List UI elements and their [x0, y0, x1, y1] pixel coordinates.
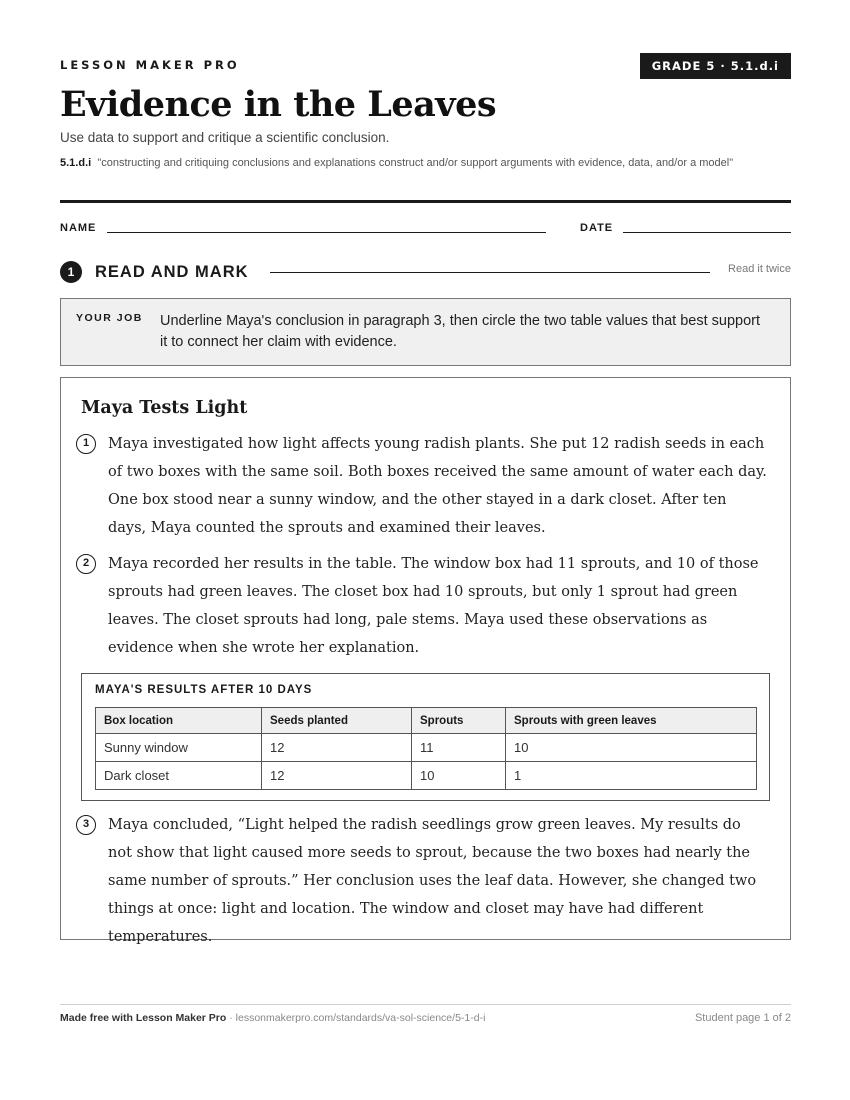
results-table-box	[81, 673, 770, 801]
page-title: Evidence in the Leaves	[60, 84, 497, 125]
footer-url: · lessonmakerpro.com/standards/va-sol-science/5-1-d-i	[226, 1012, 486, 1024]
column-header: Sprouts	[412, 708, 506, 734]
brand-name: LESSON MAKER PRO	[60, 58, 240, 72]
section-note: Read it twice	[728, 263, 791, 275]
table-header-row	[96, 708, 757, 734]
table-cell[interactable]: 12	[262, 762, 412, 790]
footer-made-with: Made free with Lesson Maker Pro	[60, 1012, 227, 1024]
column-header: Seeds planted	[262, 708, 412, 734]
date-field-line[interactable]	[623, 232, 791, 233]
name-field-line[interactable]	[107, 232, 546, 233]
table-cell[interactable]: Sunny window	[96, 734, 262, 762]
date-label: DATE	[580, 222, 614, 234]
section-number-badge: 1	[60, 261, 82, 283]
footer-credit	[60, 1012, 485, 1024]
section-title: READ AND MARK	[95, 263, 249, 281]
paragraph-2: Maya recorded her results in the table. The window box had 11 sprouts, and 10 of those sprouts had green leaves. The closet box had 10 sprouts, but only 1 sprout had green leaves. The closet sprouts had long, pale stems. Maya used these observations as evidence when she wrote her explanation.	[108, 556, 759, 656]
paragraph-number-2: 2	[76, 554, 96, 574]
table-cell[interactable]: 10	[506, 734, 757, 762]
name-label: NAME	[60, 222, 97, 234]
table-cell[interactable]: 1	[506, 762, 757, 790]
grade-badge: GRADE 5 · 5.1.d.i	[640, 53, 791, 79]
footer-page-number: Student page 1 of 2	[694, 1012, 791, 1024]
results-table	[95, 707, 757, 790]
header-divider	[60, 200, 791, 203]
results-table-title: MAYA'S RESULTS AFTER 10 DAYS	[95, 684, 313, 696]
paragraph-number-1: 1	[76, 434, 96, 454]
page-subtitle: Use data to support and critique a scientific conclusion.	[60, 130, 390, 145]
standard-statement	[60, 155, 791, 172]
table-cell[interactable]: 12	[262, 734, 412, 762]
table-cell[interactable]: Dark closet	[96, 762, 262, 790]
footer-divider	[60, 1004, 791, 1005]
standard-text: "constructing and critiquing conclusions and explanations construct and/or support arguments with evidence, data, and/or a model"	[97, 157, 734, 169]
table-cell[interactable]: 11	[412, 734, 506, 762]
passage-title: Maya Tests Light	[81, 398, 248, 418]
your-job-label: YOUR JOB	[76, 312, 143, 324]
section-divider	[270, 272, 710, 273]
column-header: Sprouts with green leaves	[506, 708, 757, 734]
paragraph-3: Maya concluded, “Light helped the radish seedlings grow green leaves. My results do not show that light caused more seeds to sprout, because the two boxes had nearly the same number of sprouts.” Her conclusion uses the leaf data. However, she changed two things at once: light and location. The window and closet may have had different temperatures.	[108, 817, 757, 945]
your-job-box	[60, 298, 791, 366]
your-job-text: Underline Maya's conclusion in paragraph 3, then circle the two table values that best support it to connect her claim with evidence.	[160, 313, 761, 350]
worksheet-page	[60, 0, 791, 1100]
paragraph-number-3: 3	[76, 815, 96, 835]
table-cell[interactable]: 10	[412, 762, 506, 790]
table-row	[96, 734, 757, 762]
table-row	[96, 762, 757, 790]
paragraph-1: Maya investigated how light affects young radish plants. She put 12 radish seeds in each of two boxes with the same soil. Both boxes received the same amount of water each day. One box stood near a sunny window, and the other stayed in a dark closet. After ten days, Maya counted the sprouts and examined their leaves.	[108, 436, 767, 536]
column-header: Box location	[96, 708, 262, 734]
standard-code: 5.1.d.i	[60, 157, 92, 169]
reading-passage-box	[60, 377, 791, 945]
